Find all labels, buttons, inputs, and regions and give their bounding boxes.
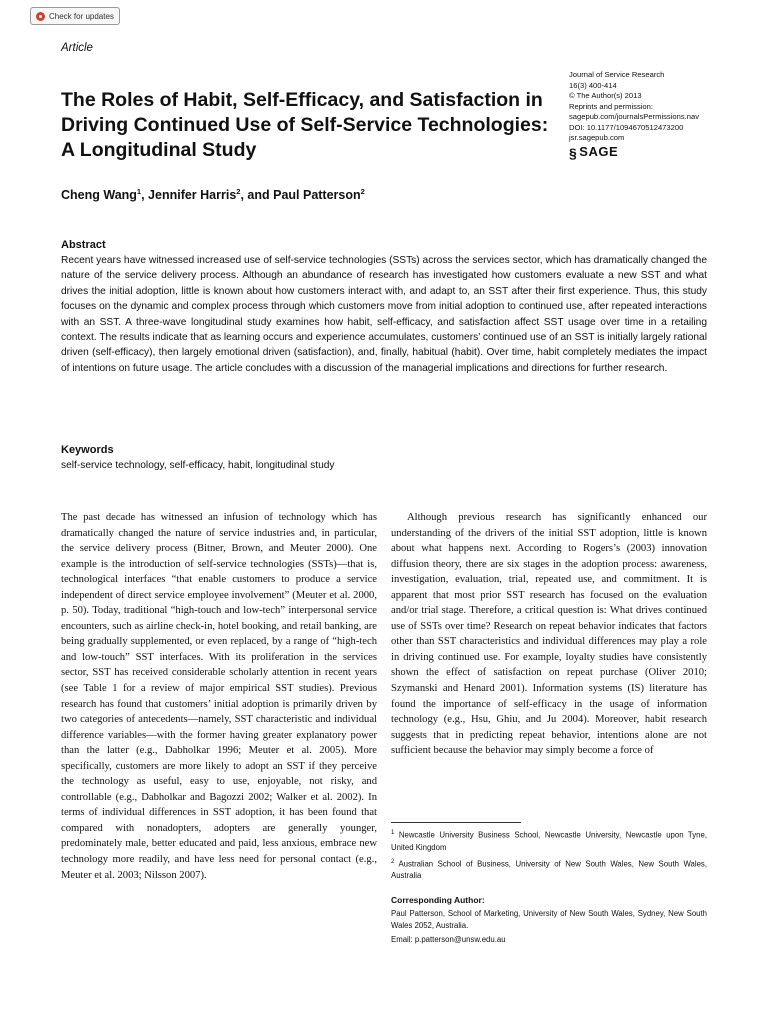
- author-list: [61, 187, 365, 202]
- article-type-label: Article: [61, 42, 93, 54]
- author-separator: , and: [240, 188, 274, 203]
- body-column-left: The past decade has witnessed an infusion of technology which has dramatically changed the nature of service industries and, in particular, the service delivery process (Bitner, Brown, and Meuter 2000). One example is the introduction of self-service technologies (SSTs)—that is, technological interfaces “that enable customers to produce a service independent of direct service employee involvement” (Meuter et al. 2000, p. 50). Today, traditional “high-touch and low-tech” interpersonal service encounters, such as airline check-in, hotel booking, and retail banking, are being gradually supplemented, or even replaced, by a range of “high-tech and low-touch” SST interfaces. With its proliferation in the services sector, SST has received considerable scholarly attention in recent years (see Table 1 for a review of major empirical SST studies). Previous research has found that customers’ initial adoption is primarily driven by two categories of antecedents—namely, SST characteristic and individual difference variables—with the former having greater explanatory power than the latter (e.g., Dabholkar 1996; Meuter et al. 2005). More specifically, customers are more likely to adopt an SST if they perceive the technology as useful, easy to use, enjoyable, not risky, and controllable (e.g., Dabholkar and Bagozzi 2002; Walker et al. 2002). In terms of individual differences in SST adoption, it has been found that compared with nonadopters, adopters are generally younger, predominately male, better educated and paid, less anxious, embrace new technology more readily, and have less need for personal contact (e.g., Meuter et al. 2003; Nilsson 2007).: [61, 512, 377, 881]
- affiliation-mark: 2: [236, 187, 241, 196]
- doi[interactable]: DOI: 10.1177/1094670512473200: [569, 122, 684, 132]
- reprints-label: Reprints and permission:: [569, 101, 653, 111]
- body-column-right: Although previous research has significantly enhanced our understanding of the drivers of the initial SST adoption, little is known about what happens next. According to Rogers’s (2003) innovation diffusion theory, there are six stages in the adoption process: awareness, investigation, evaluation, trial, repeated use, and commitment. It is apparent that most prior SST research has focused on the evaluation and/or trial stage. Therefore, a critical question is: What drives continued use of SSTs over time? Research on repeat behavior indicates that factors other than SST characteristics and individual differences may play a role in driving continued use. For example, loyalty studies have consistently shown the effect of satisfaction on repeat purchase (Oliver 2010; Szymanski and Henard 2001). Information systems (IS) literature has found the importance of self-efficacy in the usage of information technology (e.g., Hsu, Ghiu, and Ju 2004). Moreover, habit research suggests that in predicting repeat behavior, intentions alone are not sufficient because the behavior may simply become a force of: [391, 512, 707, 757]
- publisher-name: SAGE: [579, 144, 619, 160]
- corresponding-author-email[interactable]: Email: p.patterson@unsw.edu.au: [391, 935, 506, 945]
- journal-site-link[interactable]: jsr.sagepub.com: [569, 133, 625, 142]
- journal-name: Journal of Service Research: [569, 70, 665, 79]
- affiliation-text: Newcastle University Business School, Newcastle University, Newcastle upon Tyne, United Kingdom: [391, 830, 708, 852]
- affiliation-footnote: [391, 827, 707, 854]
- corresponding-author-heading: Corresponding Author:: [391, 895, 485, 906]
- affiliation-footnote: [391, 856, 707, 883]
- footnotes: [391, 827, 707, 948]
- permissions-link[interactable]: sagepub.com/journalsPermissions.nav: [569, 112, 700, 121]
- author-name: Paul Patterson: [273, 188, 361, 203]
- article-title: The Roles of Habit, Self-Efficacy, and Satisfaction in Driving Continued Use of Self-Service Technologies: A Longitudinal Study: [61, 89, 549, 161]
- corresponding-author-address: Paul Patterson, School of Marketing, University of New South Wales, Sydney, New South Wales 2052, Australia.: [391, 909, 707, 931]
- abstract-text: Recent years have witnessed increased use of self-service technologies (SSTs) across the services sector, which has dramatically changed the nature of the service delivery process. Although an abundance of research has investigated how customers evaluate a new SST and what drives the initial adoption, little is known about how customers interact with, and adapt to, an SST after their first experience. Thus, this study focuses on the dynamic and complex process through which customers move from initial adoption to continued use, after repeated interactions with an SST. A three-wave longitudinal study examines how habit, self-efficacy, and satisfaction affect SST usage over time in a retailing context. The results indicate that as learning occurs and experience accumulates, customers’ continued use of an SST is initially largely rational driven (self-efficacy), then largely emotional driven (satisfaction), and, finally, habitual (habit). Over time, habit completely mediates the impact of intentions on future usage. The article concludes with a discussion of the managerial implications and directions for further research.: [61, 255, 707, 374]
- affiliation-mark: 1: [136, 187, 142, 196]
- affiliation-mark: 2: [391, 858, 395, 865]
- sage-mark-icon: §: [569, 144, 578, 161]
- sage-logo: [569, 146, 699, 160]
- journal-info: [569, 70, 699, 160]
- footnote-divider: [391, 822, 521, 823]
- journal-issue: 16(3) 400-414: [569, 80, 617, 90]
- author-separator: ,: [141, 188, 149, 203]
- keywords-heading: Keywords: [61, 444, 114, 456]
- crossmark-icon: [36, 12, 45, 21]
- author-name: Jennifer Harris: [148, 188, 237, 203]
- check-for-updates-badge[interactable]: [30, 7, 120, 25]
- check-for-updates-label: Check for updates: [49, 11, 114, 21]
- abstract-heading: Abstract: [61, 239, 106, 251]
- author-name: Cheng Wang: [61, 188, 137, 203]
- copyright: © The Author(s) 2013: [569, 91, 642, 100]
- keywords-text: self-service technology, self-efficacy, habit, longitudinal study: [61, 460, 335, 471]
- affiliation-mark: 1: [391, 830, 395, 836]
- affiliation-text: Australian School of Business, University of New South Wales, New South Wales, Australia: [391, 859, 707, 881]
- affiliation-mark: 2: [360, 187, 365, 196]
